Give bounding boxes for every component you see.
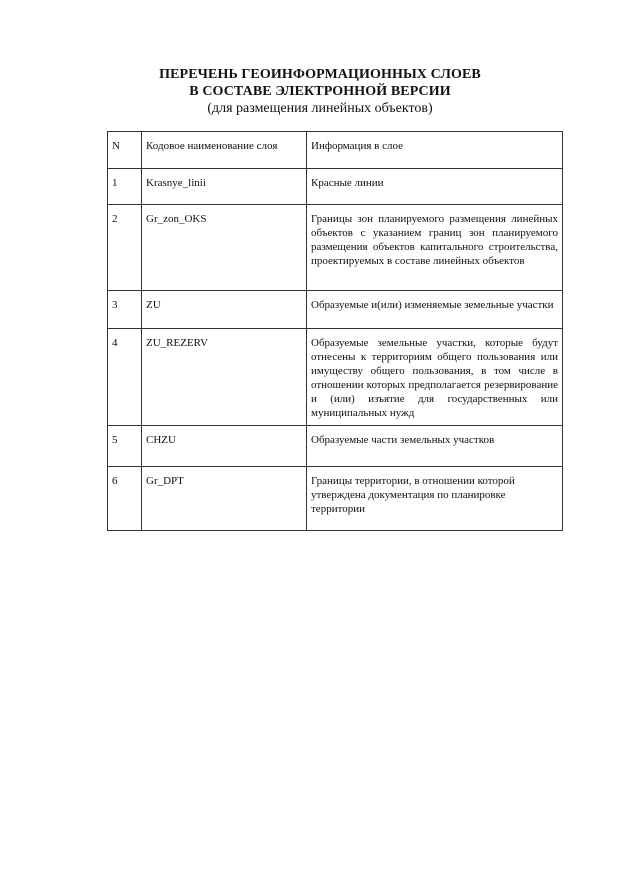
table-row — [108, 467, 563, 531]
cell-n: 6 — [108, 467, 142, 531]
header-cell-n: N — [108, 132, 142, 169]
cell-n: 4 — [108, 329, 142, 426]
cell-n: 1 — [108, 169, 142, 205]
cell-info: Образуемые земельные участки, которые будут отнесены к территориям общего пользования или имуществу общего пользования, в том числе в отношении которых предполагается резервирование и (или) изъятие для государственных или муниципальных нужд — [307, 329, 563, 426]
cell-info: Образуемые и(или) изменяемые земельные участки — [307, 291, 563, 329]
header-cell-info: Информация в слое — [307, 132, 563, 169]
title-line-2: В СОСТАВЕ ЭЛЕКТРОННОЙ ВЕРСИИ — [189, 84, 451, 99]
cell-code: CHZU — [142, 426, 307, 467]
cell-info: Образуемые части земельных участков — [307, 426, 563, 467]
cell-code: Krasnye_linii — [142, 169, 307, 205]
layers-table — [107, 131, 563, 531]
header-cell-code: Кодовое наименование слоя — [142, 132, 307, 169]
cell-code: Gr_zon_OKS — [142, 205, 307, 291]
table-row — [108, 329, 563, 426]
table-row — [108, 291, 563, 329]
cell-n: 3 — [108, 291, 142, 329]
table-row — [108, 205, 563, 291]
cell-n: 2 — [108, 205, 142, 291]
cell-info: Границы зон планируемого размещения линейных объектов с указанием границ зон планируемого размещения объектов капитального строительства, проектируемых в составе линейных объектов — [307, 205, 563, 291]
title-line-1: ПЕРЕЧЕНЬ ГЕОИНФОРМАЦИОННЫХ СЛОЕВ — [159, 67, 481, 82]
cell-n: 5 — [108, 426, 142, 467]
cell-code: Gr_DPT — [142, 467, 307, 531]
cell-info: Границы территории, в отношении которой утверждена документация по планировке территории — [307, 467, 563, 531]
table-row — [108, 169, 563, 205]
cell-code: ZU_REZERV — [142, 329, 307, 426]
subtitle: (для размещения линейных объектов) — [207, 101, 433, 116]
cell-code: ZU — [142, 291, 307, 329]
table-header-row — [108, 132, 563, 169]
table-row — [108, 426, 563, 467]
cell-info: Красные линии — [307, 169, 563, 205]
page-heading — [0, 66, 640, 117]
